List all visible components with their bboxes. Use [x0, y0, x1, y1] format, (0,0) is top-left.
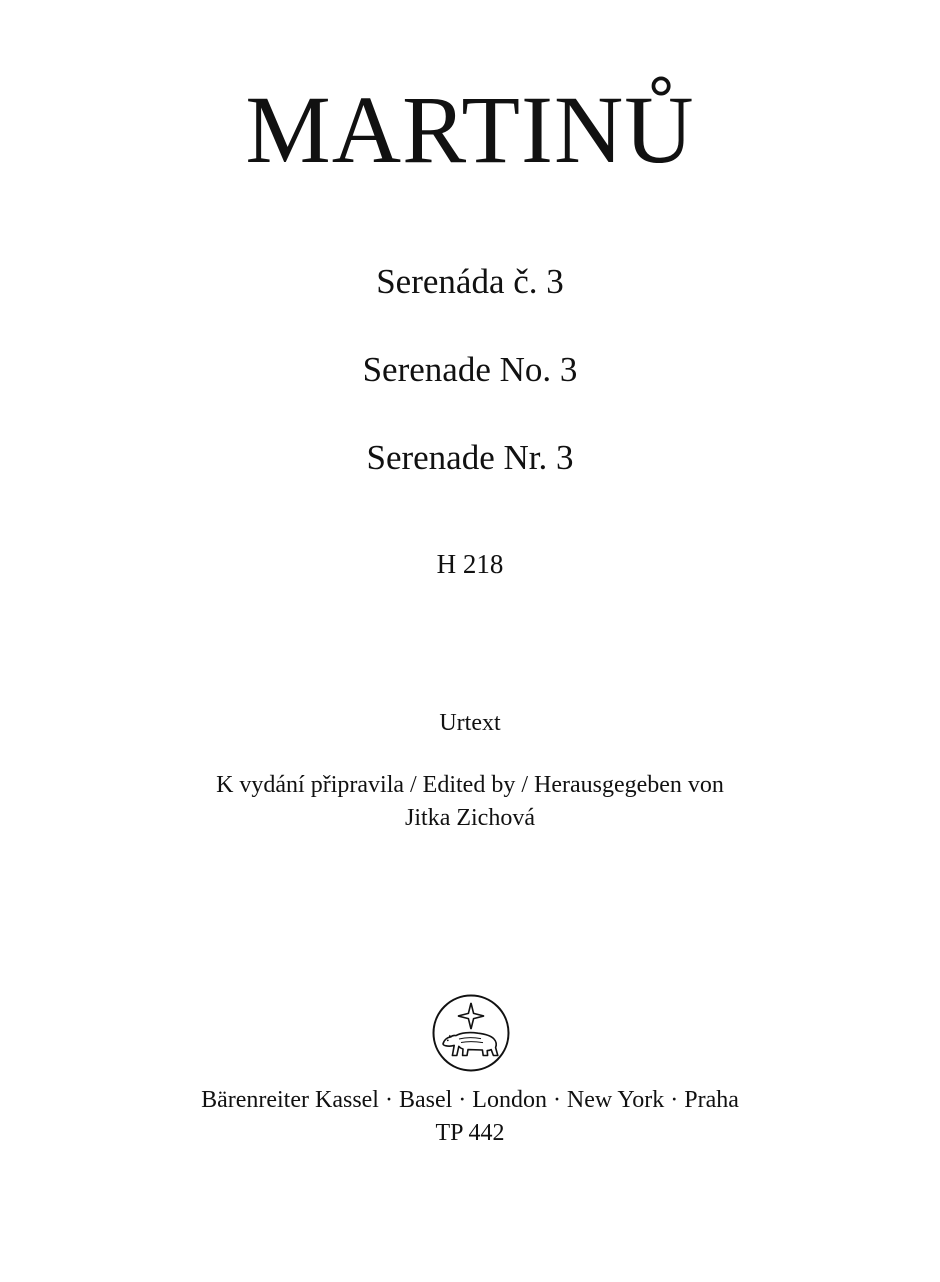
publisher-cities: Bärenreiter Kassel · Basel · London · New York · Praha [201, 1087, 739, 1113]
editor-name: Jitka Zichová [405, 805, 535, 831]
publisher-logo-icon [431, 993, 511, 1073]
title-english: Serenade No. 3 [362, 350, 578, 389]
catalog-number: H 218 [436, 549, 504, 579]
product-number: TP 442 [435, 1120, 505, 1146]
composer-name: MARTINŮ [245, 76, 695, 183]
title-czech: Serenáda č. 3 [376, 262, 564, 301]
title-german: Serenade Nr. 3 [366, 438, 574, 477]
edition-type: Urtext [439, 710, 501, 736]
edited-by-label: K vydání připravila / Edited by / Herausgegeben von [216, 772, 724, 798]
